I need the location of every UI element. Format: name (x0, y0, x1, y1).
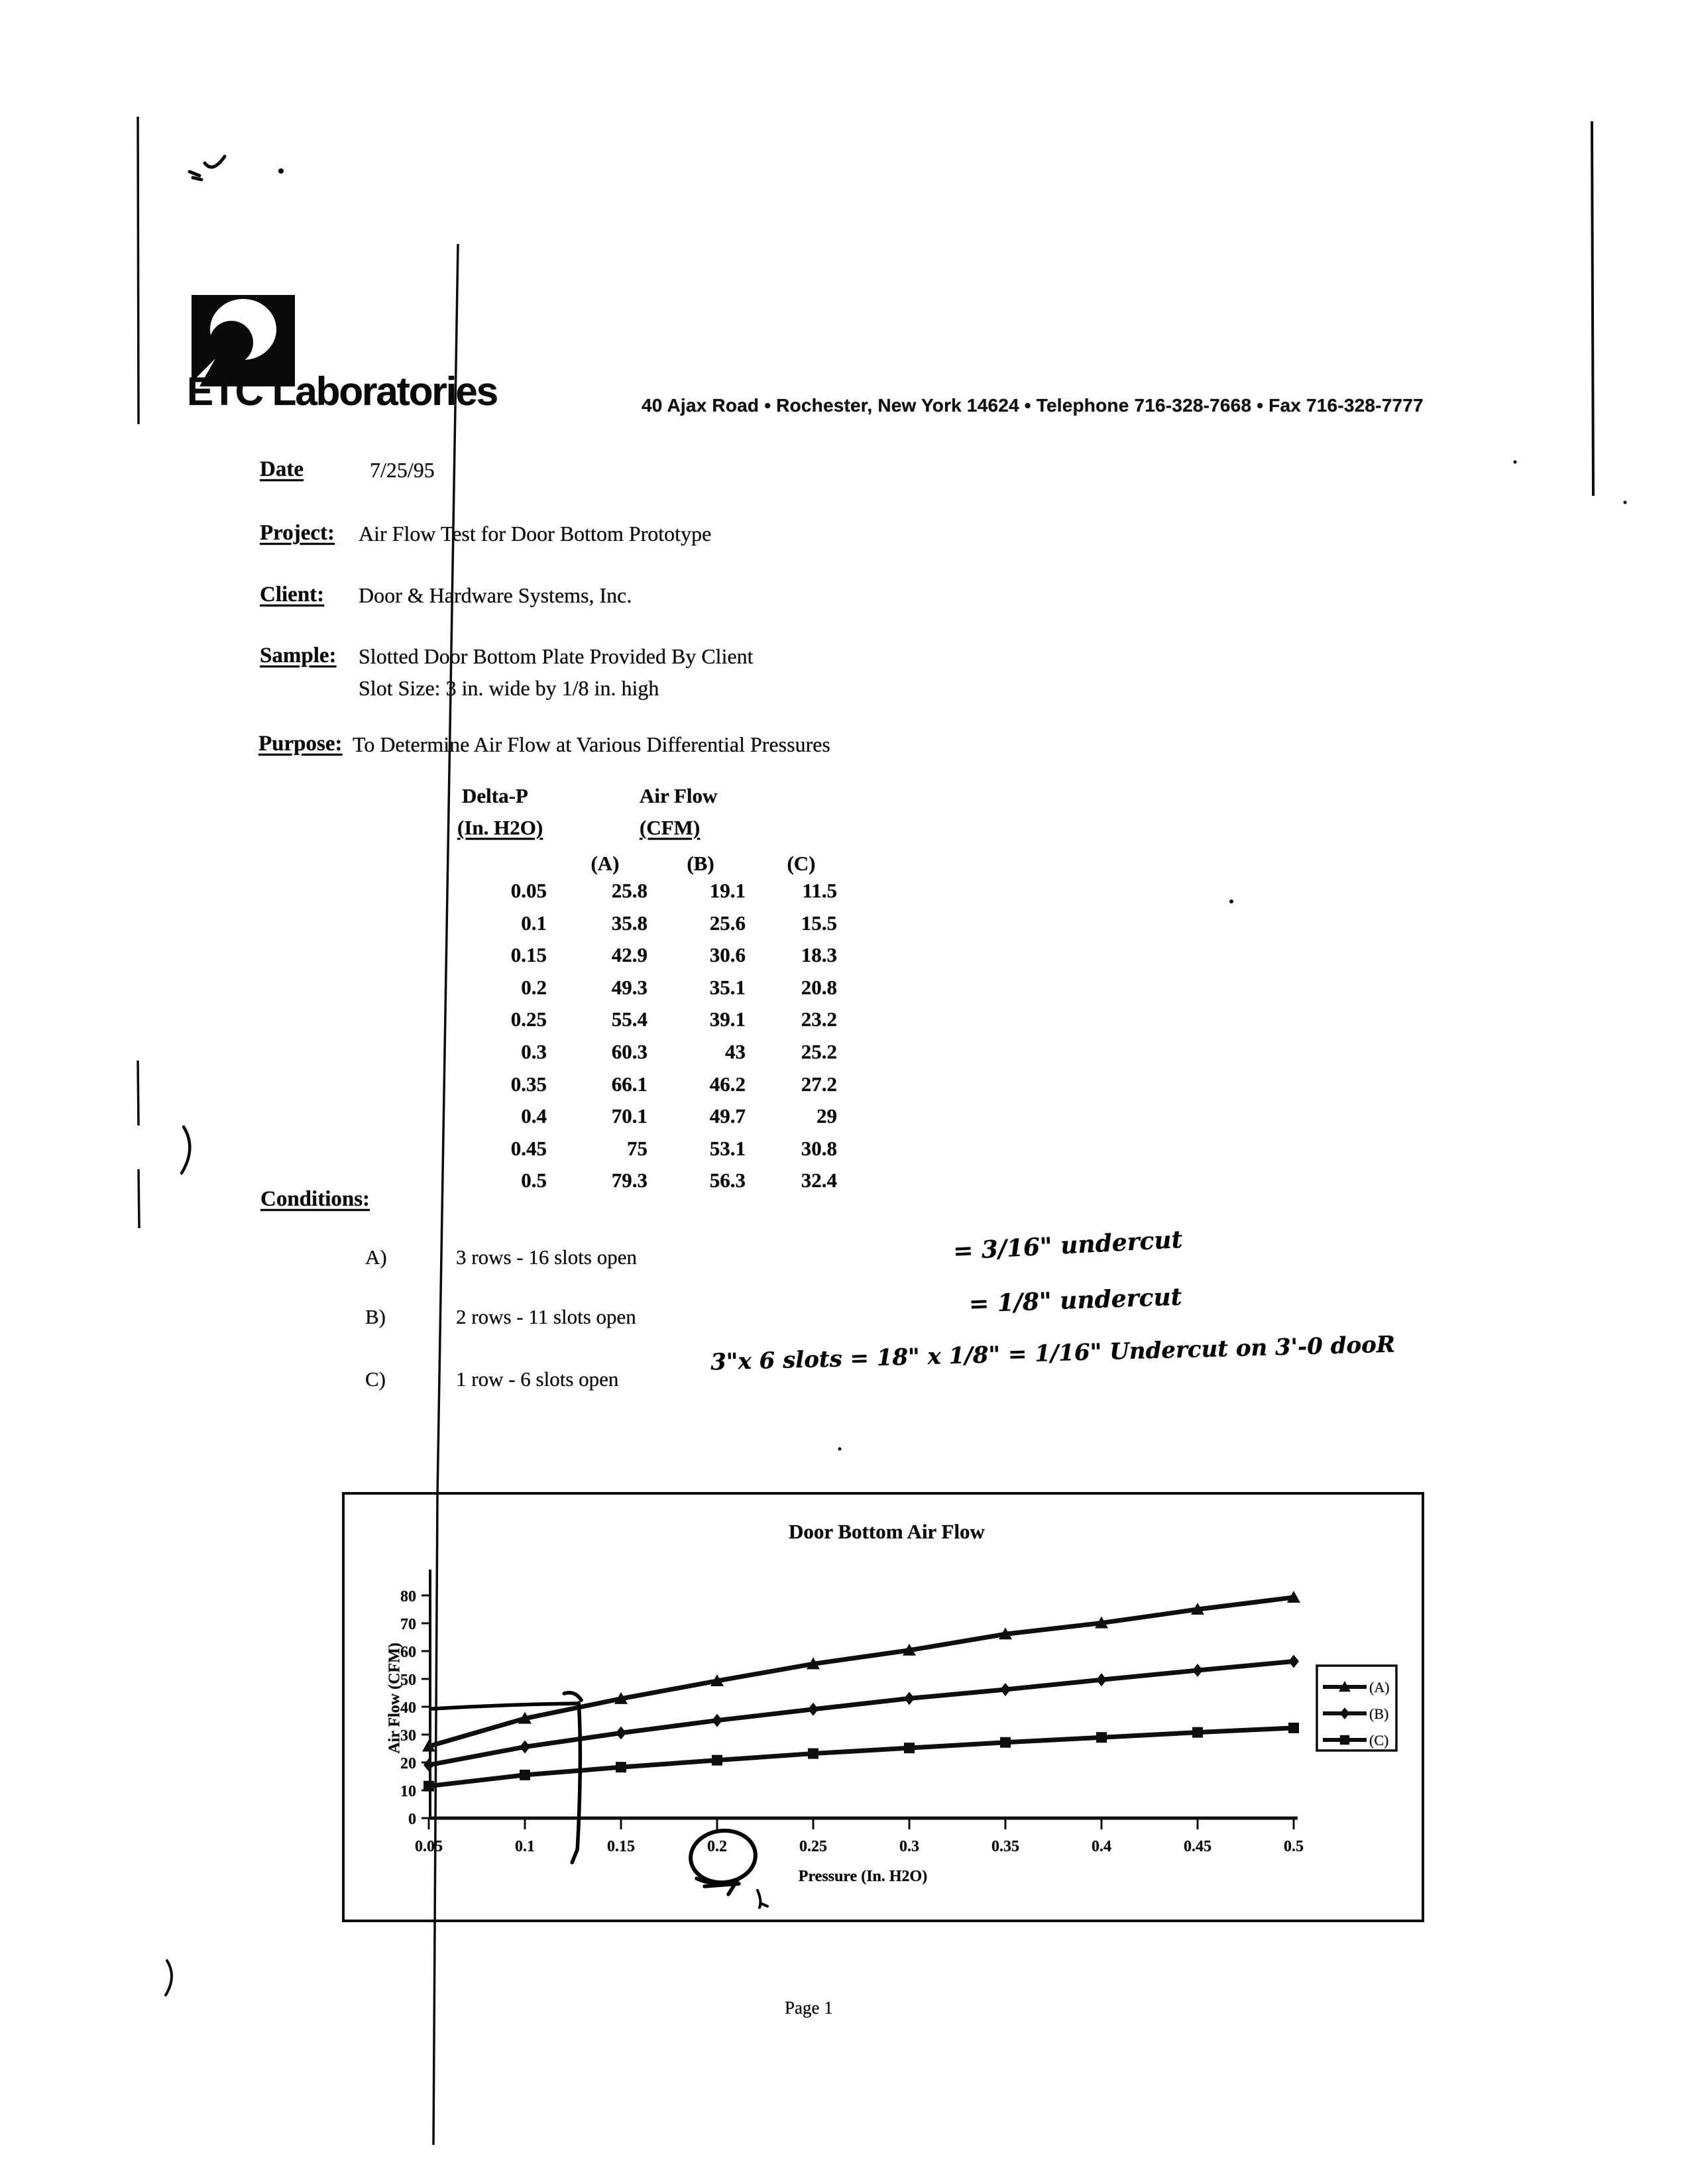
table-row (424, 1104, 837, 1137)
table-row (424, 911, 837, 944)
square-marker (1288, 1723, 1299, 1733)
table-cell: 0.35 (510, 1072, 547, 1096)
chart-x-axis-label: Pressure (In. H2O) (798, 1868, 928, 1885)
square-marker (616, 1762, 626, 1772)
series-line-(C) (429, 1728, 1294, 1786)
square-marker (904, 1743, 915, 1753)
table-cell: 55.4 (611, 1007, 648, 1031)
x-tick-label: 0.3 (899, 1838, 919, 1855)
table-cell: 0.4 (521, 1104, 547, 1128)
y-tick-label: 80 (400, 1588, 416, 1605)
square-marker (1340, 1735, 1349, 1745)
table-cell: 60.3 (611, 1039, 648, 1063)
sample-value-line1: Slotted Door Bottom Plate Provided By Client (359, 644, 754, 668)
table-row (424, 1007, 837, 1040)
table-cell: 30.8 (801, 1136, 837, 1160)
x-tick-label: 0.35 (991, 1838, 1019, 1855)
project-label: Project: (260, 521, 335, 545)
page-number: Page 1 (785, 1998, 833, 2018)
scan-line-left-2 (138, 1061, 139, 1125)
pen-paren-1 (182, 1127, 190, 1173)
x-tick-label: 0.2 (707, 1838, 727, 1855)
table-header-delta-p: Delta-P (462, 784, 528, 807)
sample-label: Sample: (260, 644, 337, 667)
table-cell: 56.3 (709, 1169, 746, 1192)
condition-a-key: A) (365, 1245, 387, 1269)
diamond-marker (423, 1758, 434, 1772)
diamond-marker (1288, 1655, 1299, 1668)
legend-label: (C) (1369, 1732, 1389, 1749)
y-tick-label: 0 (408, 1811, 416, 1828)
pen-circle-around-0.2 (688, 1827, 758, 1886)
table-cell: 0.05 (510, 879, 547, 902)
x-tick-label: 0.05 (415, 1838, 443, 1855)
chart-y-axis-label: Air Flow (CFM) (386, 1642, 404, 1754)
condition-a-text: 3 rows - 16 slots open (456, 1245, 637, 1269)
table-cell: 0.1 (521, 911, 547, 935)
table-cell: 46.2 (709, 1072, 746, 1096)
table-cell: 35.8 (611, 911, 648, 935)
project-value: Air Flow Test for Door Bottom Prototype (359, 522, 712, 546)
table-cell: 27.2 (801, 1072, 837, 1096)
pen-hline-40cfm (432, 1703, 576, 1709)
client-label: Client: (260, 583, 325, 606)
table-cell: 18.3 (801, 943, 837, 967)
table-row (424, 1040, 837, 1072)
table-cell: 66.1 (611, 1072, 648, 1096)
table-header-air-flow: Air Flow (640, 784, 718, 807)
x-tick-label: 0.4 (1092, 1838, 1111, 1855)
x-tick-label: 0.45 (1184, 1838, 1211, 1855)
sample-value-line2: Slot Size: 3 in. wide by 1/8 in. high (359, 676, 659, 700)
table-cell: 53.1 (709, 1136, 746, 1160)
company-name: ETC Laboratories (187, 369, 498, 414)
table-cell: 0.3 (521, 1039, 547, 1063)
y-tick-label: 40 (400, 1699, 416, 1717)
pen-tick-mark (758, 1890, 767, 1908)
table-row (424, 1072, 837, 1105)
table-cell: 11.5 (802, 879, 837, 902)
company-address: 40 Ajax Road • Rochester, New York 14624 • Telephone 716-328-7668 • Fax 716-328-7777 (642, 395, 1424, 416)
square-marker (808, 1749, 818, 1759)
diamond-marker (1096, 1673, 1107, 1686)
y-tick-label: 20 (400, 1755, 416, 1772)
ink-dot (278, 168, 284, 174)
y-tick-label: 60 (400, 1644, 416, 1661)
table-cell: 20.8 (801, 975, 837, 999)
y-tick-label: 70 (400, 1616, 416, 1633)
chart-title: Door Bottom Air Flow (789, 1520, 985, 1543)
diamond-marker (808, 1703, 818, 1716)
date-value: 7/25/95 (370, 458, 435, 482)
table-cell: 0.2 (521, 975, 547, 999)
table-cell: 35.1 (709, 975, 746, 999)
pen-paren-2 (166, 1961, 172, 1995)
table-cell: 30.6 (709, 943, 746, 967)
handwritten-note-a: = 3/16" undercut (952, 1225, 1184, 1266)
square-marker (423, 1781, 434, 1792)
table-row (424, 879, 837, 911)
square-marker (1096, 1732, 1107, 1743)
legend-label: (B) (1369, 1705, 1389, 1722)
x-tick-label: 0.5 (1284, 1838, 1304, 1855)
table-cell: 15.5 (801, 911, 837, 935)
table-cell: 0.45 (510, 1136, 547, 1160)
square-marker (1192, 1727, 1203, 1738)
handwritten-note-c: 3"x 6 slots = 18" x 1/8" = 1/16" Undercut on 3'-0 dooR (710, 1331, 1396, 1376)
square-marker (1000, 1737, 1011, 1748)
table-cell: 25.6 (709, 911, 746, 935)
diamond-marker (904, 1692, 915, 1705)
purpose-label: Purpose: (258, 732, 343, 756)
diamond-marker (1192, 1664, 1203, 1677)
table-cell: 0.25 (510, 1007, 547, 1031)
legend-label: (A) (1369, 1679, 1390, 1695)
table-cell: 23.2 (801, 1007, 837, 1031)
diamond-marker (712, 1714, 722, 1727)
chart-border (343, 1493, 1423, 1921)
column-header-a: (A) (591, 852, 620, 875)
x-tick-label: 0.1 (515, 1838, 535, 1855)
pen-squiggle-top-left (190, 156, 225, 180)
table-cell: 49.3 (611, 975, 648, 999)
x-tick-label: 0.25 (799, 1838, 827, 1855)
table-row (424, 943, 837, 976)
handwritten-note-b: = 1/8" undercut (968, 1283, 1182, 1318)
table-cell: 75 (627, 1136, 648, 1160)
table-cell: 43 (725, 1039, 746, 1063)
diamond-marker (520, 1740, 530, 1753)
condition-b-text: 2 rows - 11 slots open (456, 1305, 636, 1328)
table-cell: 70.1 (611, 1104, 648, 1128)
condition-c-text: 1 row - 6 slots open (456, 1367, 619, 1391)
table-cell: 29 (817, 1104, 837, 1128)
diamond-marker (616, 1726, 626, 1739)
y-tick-label: 10 (400, 1783, 416, 1800)
toner-specks (838, 461, 1627, 1451)
square-marker (520, 1770, 530, 1780)
table-row (424, 1137, 837, 1169)
condition-c-key: C) (365, 1367, 386, 1391)
column-header-c: (C) (787, 852, 816, 875)
table-header-cfm: (CFM) (640, 816, 701, 839)
condition-b-key: B) (365, 1305, 386, 1328)
date-label: Date (260, 457, 304, 481)
table-cell: 25.2 (801, 1039, 837, 1063)
table-cell: 0.15 (510, 943, 547, 967)
pen-vline-0.128 (572, 1703, 580, 1863)
y-tick-label: 30 (400, 1727, 416, 1745)
table-cell: 39.1 (709, 1007, 746, 1031)
pen-hook (564, 1693, 581, 1700)
conditions-heading: Conditions: (260, 1187, 370, 1211)
diamond-marker (1000, 1683, 1011, 1696)
table-cell: 25.8 (611, 879, 648, 902)
table-header-in-h2o: (In. H2O) (457, 816, 543, 839)
air-flow-data-table (424, 879, 837, 1201)
table-cell: 42.9 (611, 943, 648, 967)
table-cell: 49.7 (709, 1104, 746, 1128)
scan-line-left-1 (138, 117, 139, 424)
table-cell: 0.5 (521, 1169, 547, 1192)
table-cell: 79.3 (611, 1169, 648, 1192)
client-value: Door & Hardware Systems, Inc. (359, 583, 632, 607)
purpose-value: To Determine Air Flow at Various Differential Pressures (353, 732, 830, 756)
x-tick-label: 0.15 (607, 1838, 635, 1855)
table-row (424, 976, 837, 1008)
square-marker (712, 1755, 722, 1766)
table-cell: 19.1 (709, 879, 746, 902)
table-row (424, 1169, 837, 1201)
table-cell: 32.4 (801, 1169, 837, 1192)
y-tick-label: 50 (400, 1672, 416, 1689)
scan-line-right (1592, 121, 1593, 496)
column-header-b: (B) (687, 852, 714, 875)
